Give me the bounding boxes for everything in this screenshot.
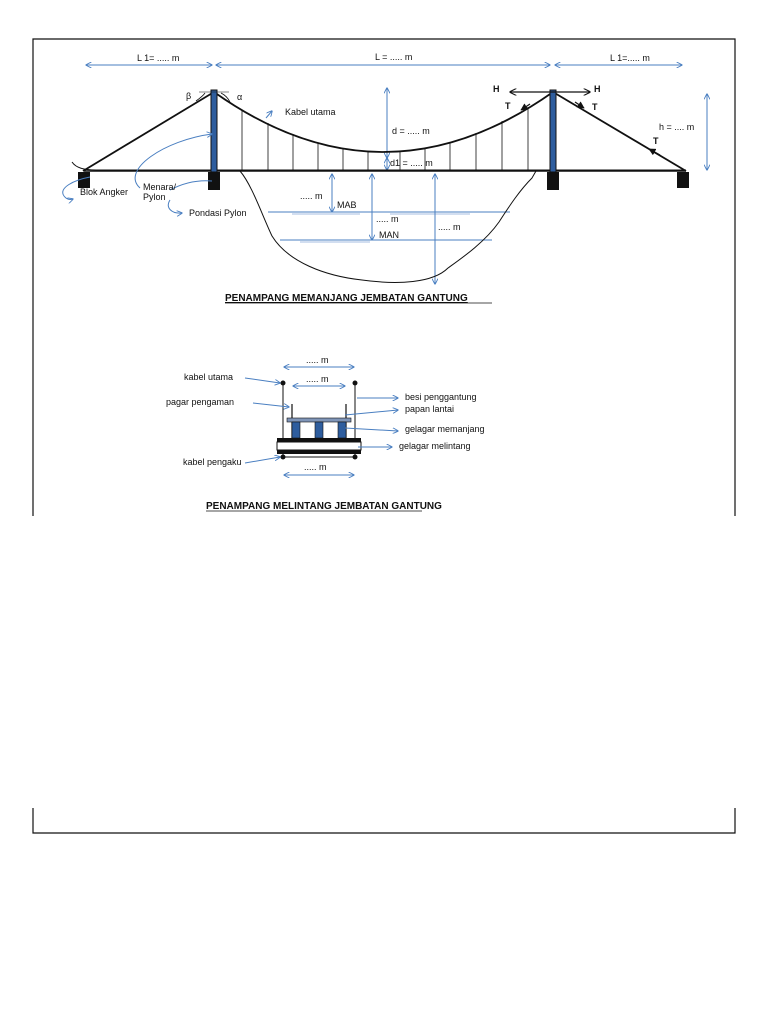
cross-section-title: PENAMPANG MELINTANG JEMBATAN GANTUNG [206,501,442,512]
pondasi-pylon-label: Pondasi Pylon [189,208,247,218]
force-t-right-label: T [592,102,598,112]
dim-l1-right-label: L 1=..... m [610,53,650,63]
cross-gelagar-melintang-label: gelagar melintang [399,441,471,451]
man-label: MAN [379,230,399,240]
cross-dim-top-label: ..... m [306,355,329,365]
river-bed [240,171,536,282]
blok-angker-label: Blok Angker [80,187,129,197]
dim-man-label: ..... m [376,214,399,224]
dim-d1-label: d1 = ..... m [390,158,433,168]
menara-label: Menara/ [143,182,177,192]
cross-girder [277,442,361,450]
deck-top [277,438,361,442]
dim-d-label: d = ..... m [392,126,430,136]
force-h-left-label: H [493,84,500,94]
cross-kabel-utama-label: kabel utama [184,372,234,382]
anchor-block-right [677,172,689,188]
dim-h-label: h = .... m [659,122,695,132]
force-t-left-label: T [505,101,511,111]
longitudinal-section [63,52,707,304]
pylon-label: Pylon [143,192,166,202]
force-t-low-label: T [653,136,659,146]
backstay-left [83,92,214,171]
page-frame [33,39,735,833]
longitudinal-girders [292,422,346,438]
cross-section [166,355,485,512]
mab-label: MAB [337,200,357,210]
angle-alpha-label: α [237,92,243,102]
cross-besi-label: besi penggantung [405,392,477,402]
ground-line [72,162,686,170]
cross-papan-label: papan lantai [405,404,455,414]
leader-arrows [63,111,272,213]
force-t-low-arrow [649,149,660,155]
longitudinal-title: PENAMPANG MEMANJANG JEMBATAN GANTUNG [225,293,468,304]
pylon-right [550,90,556,172]
force-h-right-label: H [594,84,601,94]
angle-beta-label: β [186,91,192,101]
cross-dim-bottom-label: ..... m [304,462,327,472]
dim-depth-label: ..... m [438,222,461,232]
dim-l1-left-label: L 1= ..... m [137,53,180,63]
dim-mab-label: ..... m [300,191,323,201]
pylon-left [211,90,217,172]
pylon-foundation-right [547,172,559,190]
cross-kabel-pengaku-label: kabel pengaku [183,457,242,467]
floor-plank [287,418,351,422]
cross-dim-mid-label: ..... m [306,374,329,384]
dim-l-label: L = ..... m [375,52,413,62]
dimension-lines [86,65,707,284]
cross-gelagar-memanjang-label: gelagar memanjang [405,424,485,434]
cross-pagar-label: pagar pengaman [166,397,235,407]
kabel-utama-label: Kabel utama [285,107,336,117]
